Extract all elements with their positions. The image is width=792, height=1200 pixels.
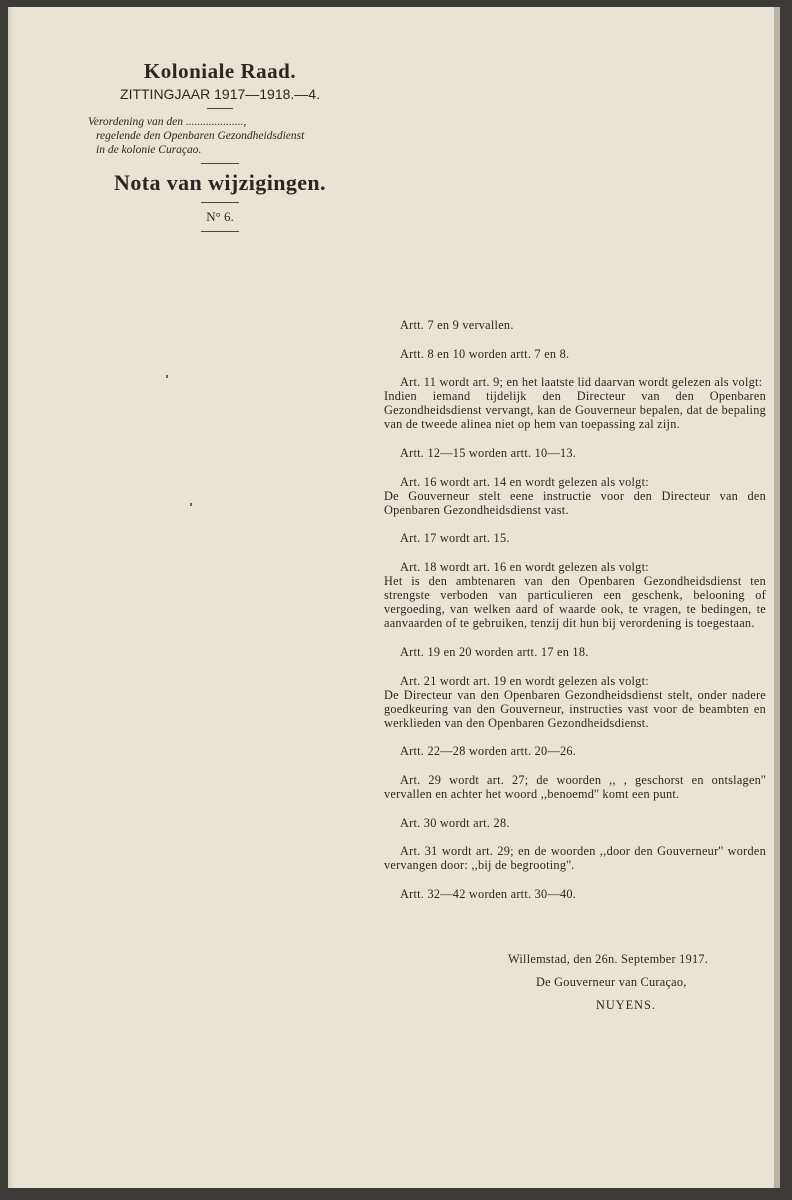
amendment-paragraph <box>384 844 766 872</box>
document-header <box>80 59 360 238</box>
amendment-paragraph <box>384 887 766 901</box>
amendment-text: Artt. 7 en 9 vervallen. <box>400 318 514 332</box>
amendment-text: Art. 18 wordt art. 16 en wordt gelezen als volgt: <box>400 560 649 575</box>
amendment-text: Artt. 19 en 20 worden artt. 17 en 18. <box>400 645 589 659</box>
amendment-paragraph <box>384 744 766 758</box>
amendment-text: Artt. 8 en 10 worden artt. 7 en 8. <box>400 346 570 361</box>
amendment-paragraph <box>384 318 766 332</box>
amendment-text: Artt. 22—28 worden artt. 20—26. <box>400 744 577 759</box>
amendment-paragraph <box>384 816 766 830</box>
header-divider <box>201 231 239 232</box>
amendment-text: Art. 29 wordt art. 27; de woorden ,, , geschorst en ontslagen'' vervallen en achter het woord ,,benoemd'' komt een punt. <box>384 773 766 802</box>
document-page <box>8 7 780 1188</box>
amendment-paragraph <box>384 674 766 730</box>
signature: NUYENS. <box>596 998 656 1012</box>
amendment-paragraph <box>384 645 766 659</box>
amendment-quote: Het is den ambtenaren van den Openbaren Gezondheidsdienst ten strengste verboden van particulieren een geschenk, belooning of vergoeding, van welken aard of waarde ook, te vragen, te bedingen, te aanvaarden of te gebruiken, tenzij dit hun bij verordening is toegestaan. <box>384 574 766 631</box>
council-title: Koloniale Raad. <box>143 59 297 83</box>
ink-speck <box>166 375 168 378</box>
amendment-text: Art. 11 wordt art. 9; en het laatste lid daarvan wordt gelezen als volgt: <box>400 375 763 390</box>
amendment-text: Art. 30 wordt art. 28. <box>400 815 510 830</box>
amendment-text: Artt. 32—42 worden artt. 30—40. <box>400 887 577 902</box>
amendment-text: Artt. 12—15 worden artt. 10—13. <box>400 446 577 461</box>
place-date: Willemstad, den 26n. September 1917. <box>508 952 709 966</box>
ink-speck <box>190 503 192 506</box>
amendment-text: Art. 17 wordt art. 15. <box>400 531 510 546</box>
nota-title: Nota van wijzigingen. <box>114 170 326 195</box>
amendment-text: Art. 16 wordt art. 14 en wordt gelezen als volgt: <box>400 474 649 489</box>
amendment-paragraph <box>384 347 766 361</box>
ordinance-line: in de kolonie Curaçao. <box>96 144 202 156</box>
amendment-text: Art. 21 wordt art. 19 en wordt gelezen als volgt: <box>400 673 649 688</box>
amendment-paragraph <box>384 531 766 545</box>
ordinance-line: Verordening van den ...................., <box>88 116 247 128</box>
amendment-paragraph <box>384 446 766 460</box>
header-divider <box>201 202 239 203</box>
amendment-quote: De Directeur van den Openbaren Gezondheidsdienst stelt, onder nadere goedkeuring van den Gouverneur, instructies vast voor de beambten en werklieden van den Openbaren Gezondheidsdienst. <box>384 687 766 730</box>
amendments-body <box>384 318 766 916</box>
session-year: ZITTINGJAAR 1917—1918.—4. <box>120 86 320 102</box>
amendment-paragraph <box>384 375 766 431</box>
closing-block <box>384 952 766 1013</box>
amendment-quote: Indien iemand tijdelijk den Directeur van den Openbaren Gezondheidsdienst vervangt, kan de Gouverneur bepalen, dat de bepaling van de tweede alinea niet op hem van toepassing zal zijn. <box>384 389 766 432</box>
page-right-band <box>774 7 780 1188</box>
amendment-paragraph <box>384 475 766 517</box>
amendment-paragraph <box>384 560 766 630</box>
ordinance-line: regelende den Openbaren Gezondheidsdienst <box>96 130 305 142</box>
amendment-paragraph <box>384 773 766 801</box>
amendment-text: Art. 31 wordt art. 29; en de woorden ,,door den Gouverneur'' worden vervangen door: ,,bij de begrooting''. <box>384 844 766 873</box>
amendment-quote: De Gouverneur stelt eene instructie voor den Directeur van den Openbaren Gezondheidsdienst vast. <box>384 488 766 517</box>
page-edge-shadow <box>8 7 14 1188</box>
ordinance-title <box>80 115 360 157</box>
header-divider <box>201 163 239 164</box>
document-number: N° 6. <box>206 209 234 224</box>
governor-title: De Gouverneur van Curaçao, <box>536 975 687 989</box>
header-divider <box>207 108 233 109</box>
